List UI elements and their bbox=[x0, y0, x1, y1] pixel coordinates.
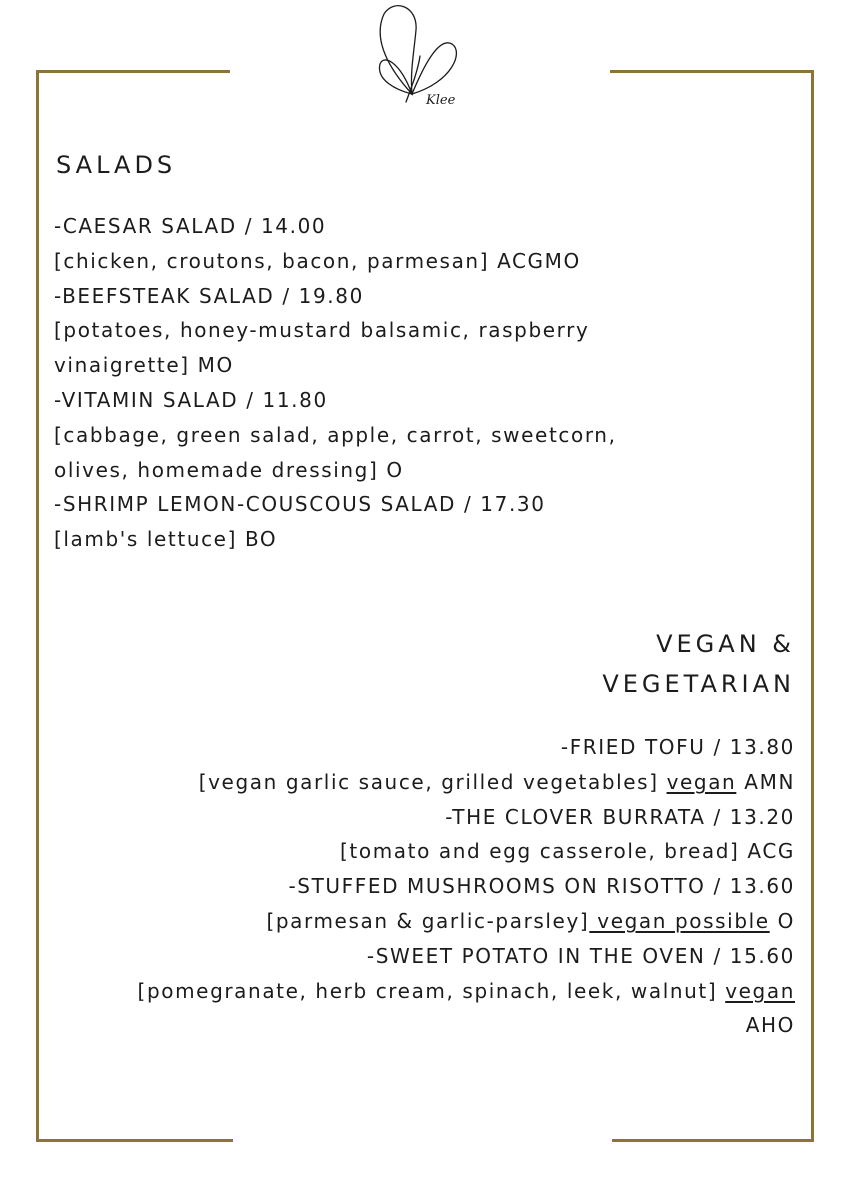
butterfly-signature-logo bbox=[360, 0, 470, 112]
salads-heading: SALADS bbox=[56, 151, 177, 179]
salad-desc-caesar: [chicken, croutons, bacon, parmesan] ACGMO bbox=[54, 248, 581, 273]
vegan-item-sweet-potato: -SWEET POTATO IN THE OVEN / 15.60 bbox=[366, 943, 795, 968]
frame-right bbox=[811, 70, 814, 1142]
vegan-heading-line-2: VEGETARIAN bbox=[602, 670, 795, 698]
vegan-desc-mushrooms bbox=[138, 904, 795, 939]
vegan-heading-line-1: VEGAN & bbox=[656, 630, 795, 658]
mushrooms-desc-text: [parmesan & garlic-parsley] bbox=[266, 908, 590, 933]
salad-desc-beefsteak-1: [potatoes, honey-mustard balsamic, raspberry bbox=[54, 318, 590, 343]
frame-bottom-left bbox=[36, 1139, 233, 1142]
vegan-item-fried-tofu: -FRIED TOFU / 13.80 bbox=[560, 735, 795, 759]
frame-left bbox=[36, 70, 39, 1142]
frame-top-left bbox=[36, 70, 230, 73]
logo-signature-text: Klee bbox=[426, 93, 456, 108]
salad-desc-beefsteak-2: vinaigrette] MO bbox=[54, 353, 234, 378]
salad-item-beefsteak: -BEEFSTEAK SALAD / 19.80 bbox=[54, 283, 364, 308]
vegan-list bbox=[138, 730, 795, 1043]
salad-item-caesar: -CAESAR SALAD / 14.00 bbox=[54, 214, 327, 238]
salad-desc-vitamin-1: [cabbage, green salad, apple, carrot, sweetcorn, bbox=[54, 422, 617, 447]
vegan-item-mushrooms: -STUFFED MUSHROOMS ON RISOTTO / 13.60 bbox=[288, 874, 795, 899]
fried-tofu-codes: AMN bbox=[736, 769, 795, 794]
mushrooms-codes: O bbox=[769, 908, 795, 933]
salad-desc-vitamin-2: olives, homemade dressing] O bbox=[54, 457, 404, 482]
salads-list bbox=[54, 209, 617, 557]
fried-tofu-vegan-tag: vegan bbox=[666, 769, 737, 794]
sweet-potato-desc-text: [pomegranate, herb cream, spinach, leek, walnut] bbox=[137, 978, 726, 1003]
sweet-potato-vegan-tag: vegan bbox=[725, 978, 795, 1003]
vegan-desc-fried-tofu bbox=[138, 765, 795, 800]
fried-tofu-desc-text: [vegan garlic sauce, grilled vegetables] bbox=[198, 769, 667, 794]
frame-top-right bbox=[610, 70, 814, 73]
salad-desc-shrimp: [lamb's lettuce] BO bbox=[54, 527, 278, 552]
salad-item-vitamin: -VITAMIN SALAD / 11.80 bbox=[54, 387, 328, 412]
vegan-codes-sweet-potato: AHO bbox=[745, 1013, 795, 1038]
vegan-heading bbox=[602, 624, 795, 704]
salad-item-shrimp: -SHRIMP LEMON-COUSCOUS SALAD / 17.30 bbox=[54, 492, 546, 517]
vegan-item-burrata: -THE CLOVER BURRATA / 13.20 bbox=[445, 804, 795, 829]
mushrooms-vegan-tag: vegan possible bbox=[589, 908, 770, 933]
vegan-desc-burrata: [tomato and egg casserole, bread] ACG bbox=[340, 839, 795, 864]
frame-bottom-right bbox=[612, 1139, 814, 1142]
vegan-desc-sweet-potato bbox=[138, 974, 795, 1009]
